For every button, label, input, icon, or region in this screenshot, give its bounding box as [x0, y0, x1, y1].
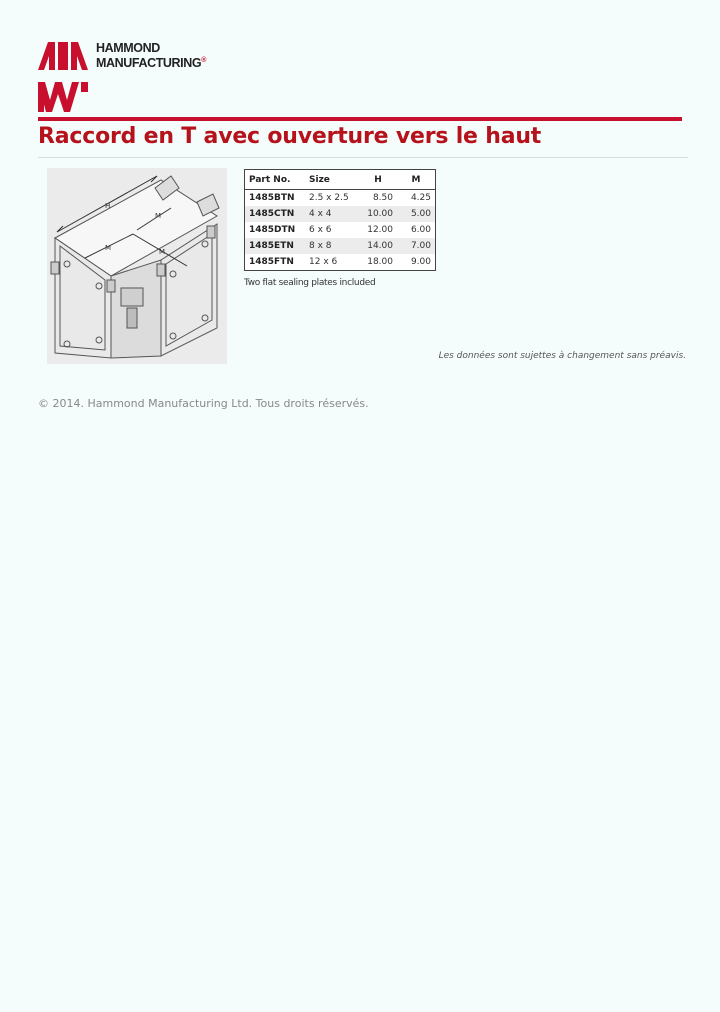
cell-size: 2.5 x 2.5: [305, 190, 359, 207]
registered-mark: ®: [201, 56, 206, 64]
cell-part: 1485CTN: [245, 206, 306, 222]
copyright: © 2014. Hammond Manufacturing Ltd. Tous droits réservés.: [38, 397, 369, 410]
dim-label-h: H: [105, 202, 111, 210]
specs-table: [244, 169, 436, 271]
cell-m: 5.00: [397, 206, 436, 222]
col-h: H: [359, 170, 397, 190]
cell-part: 1485DTN: [245, 222, 306, 238]
cell-h: 8.50: [359, 190, 397, 207]
cell-part: 1485FTN: [245, 254, 306, 271]
col-m: M: [397, 170, 436, 190]
cell-m: 6.00: [397, 222, 436, 238]
cell-h: 14.00: [359, 238, 397, 254]
cell-part: 1485ETN: [245, 238, 306, 254]
table-row: [245, 206, 436, 222]
tee-fitting-drawing: [47, 168, 227, 364]
page-title: Raccord en T avec ouverture vers le haut: [38, 124, 542, 149]
cell-h: 10.00: [359, 206, 397, 222]
table-note: Two flat sealing plates included: [244, 278, 376, 288]
table-row: [245, 238, 436, 254]
dim-label-m-right: M: [159, 248, 166, 256]
brand-line-2-text: MANUFACTURING: [96, 55, 202, 70]
table-row: [245, 254, 436, 271]
header-divider: [38, 117, 682, 121]
product-drawing: [47, 168, 227, 364]
brand-line-2: [96, 57, 206, 70]
title-divider: [38, 157, 688, 158]
table-row: [245, 190, 436, 207]
cell-size: 6 x 6: [305, 222, 359, 238]
disclaimer: Les données sont sujettes à changement sans préavis.: [438, 351, 686, 361]
cell-part: 1485BTN: [245, 190, 306, 207]
brand-line-1: HAMMOND: [96, 41, 160, 55]
cell-h: 12.00: [359, 222, 397, 238]
cell-size: 12 x 6: [305, 254, 359, 271]
cell-m: 7.00: [397, 238, 436, 254]
hammond-logo-icon: [38, 42, 88, 112]
cell-m: 9.00: [397, 254, 436, 271]
cell-size: 4 x 4: [305, 206, 359, 222]
cell-size: 8 x 8: [305, 238, 359, 254]
dim-label-m-top: M: [155, 212, 162, 220]
cell-m: 4.25: [397, 190, 436, 207]
brand-name: [96, 42, 206, 69]
table-header-row: [245, 170, 436, 190]
cell-h: 18.00: [359, 254, 397, 271]
col-part-no: Part No.: [245, 170, 306, 190]
table-row: [245, 222, 436, 238]
company-logo: [38, 42, 228, 114]
specs-table-wrap: [244, 169, 436, 271]
col-size: Size: [305, 170, 359, 190]
dim-label-m-left: M: [105, 244, 112, 252]
